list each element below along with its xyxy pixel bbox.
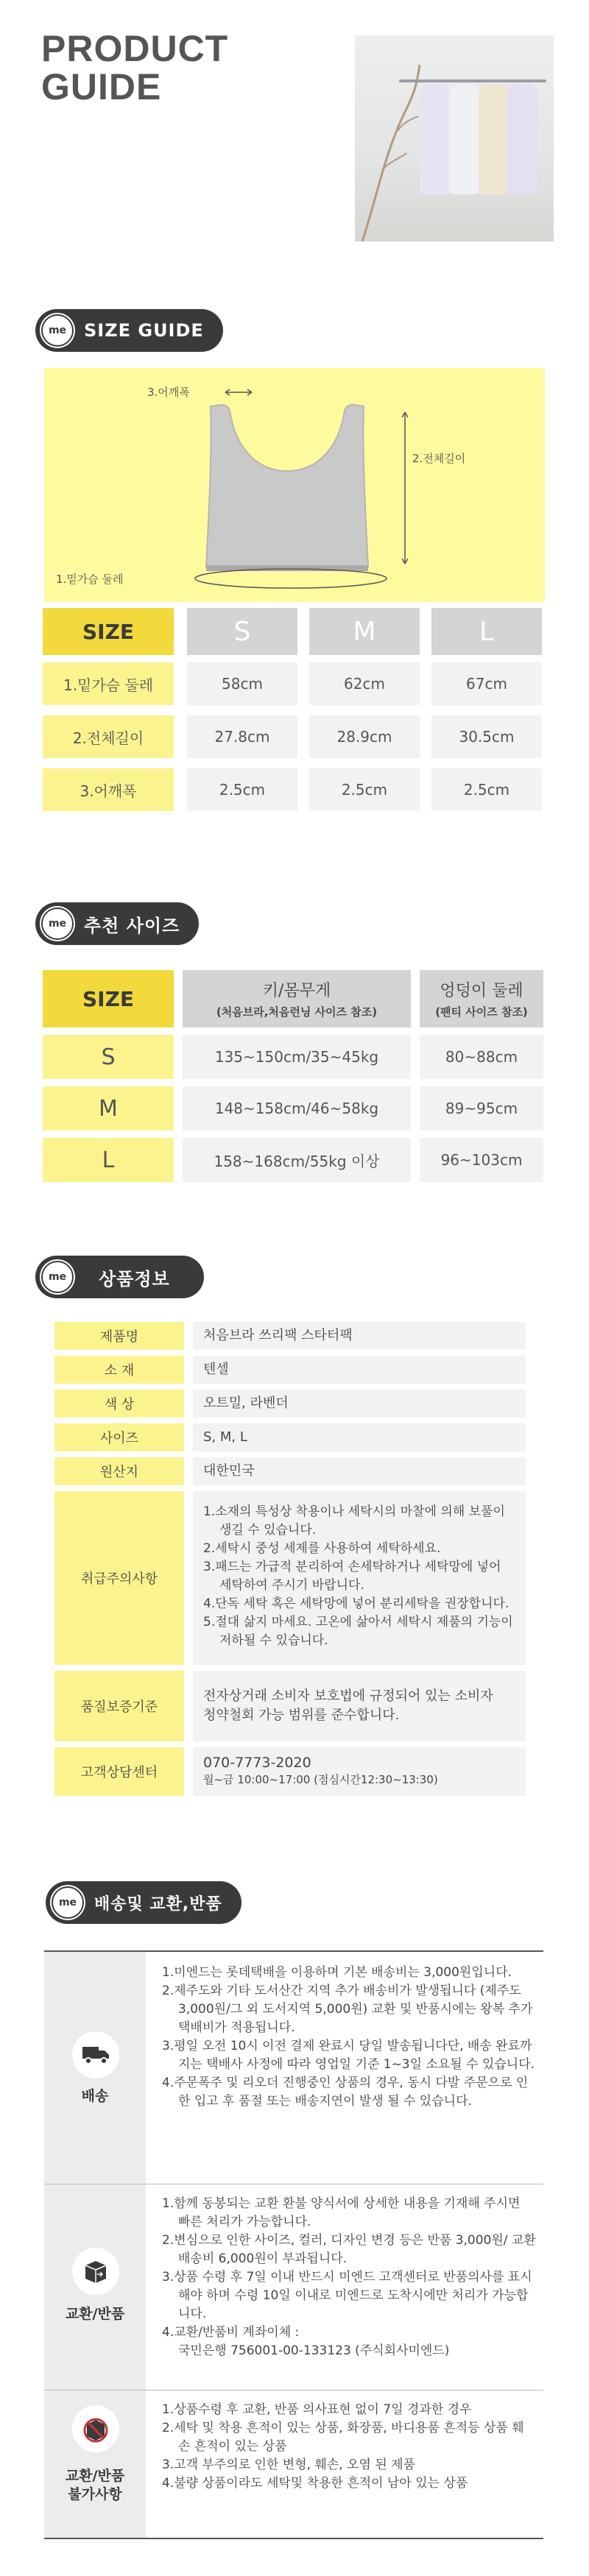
pi-size-value: S, M, L: [193, 1423, 526, 1451]
pi-material-value: 텐셀: [193, 1356, 526, 1384]
garment-white: [449, 84, 480, 194]
label-underbust: 1.밑가슴 둘레: [56, 573, 124, 586]
unavailable-item: 4.불량 상품이라도 세탁및 착용한 흔적이 남아 있는 상품: [162, 2476, 468, 2491]
me-badge-icon: me: [52, 1886, 84, 1919]
care-item: 1.소재의 특성상 착용이나 세탁시의 마찰에 의해 보풀이 생길 수 있습니다.: [203, 1504, 505, 1538]
recommend-col-hip: [420, 970, 543, 1027]
exchange-item: 1.함께 동봉되는 교환 환불 양식서에 상세한 내용을 기재해 주시면 빠른 처리가 가능합니다.: [162, 2196, 521, 2229]
unavailable-caption-1: 교환/반품: [65, 2468, 125, 2484]
garment-lavender: [420, 84, 451, 194]
page-title: PRODUCT GUIDE: [41, 28, 229, 107]
garment-oatmeal: [479, 84, 509, 194]
recommend-col-sub: (팬티 사이즈 참조): [435, 1005, 528, 1019]
me-badge-icon: me: [41, 1261, 74, 1293]
recommend-size-label: M: [43, 1086, 174, 1130]
pi-name-label: 제품명: [54, 1322, 184, 1350]
underbust-ellipse-icon: [191, 565, 390, 592]
size-col-s: S: [187, 608, 297, 655]
delivery-list: [162, 1964, 536, 2111]
no-return-icon: [72, 2405, 119, 2452]
size-row-label: 1.밑가슴 둘레: [43, 662, 174, 705]
shoulder-arrow-icon: [224, 387, 253, 397]
size-cell: 28.9cm: [309, 715, 420, 758]
me-badge-icon: me: [41, 907, 74, 940]
recommend-cell: 135~150cm/35~45kg: [183, 1035, 411, 1079]
care-item: 3.패드는 가급적 분리하여 손세탁하거나 세탁망에 넣어 세탁하여 주시기 바랍니다.: [203, 1560, 501, 1593]
pi-size-label: 사이즈: [54, 1423, 184, 1451]
shipping-box: [44, 1950, 543, 2539]
pi-material-label: 소 재: [54, 1356, 184, 1384]
pi-care-list: [193, 1491, 526, 1665]
unavailable-item: 3.고객 부주의로 인한 변형, 훼손, 오염 된 제품: [162, 2458, 416, 2472]
bra-top-icon: [191, 397, 383, 581]
recommend-col-title: 엉덩이 둘레: [440, 982, 523, 1000]
care-item: 2.세탁시 중성 세제를 사용하여 세탁하세요.: [203, 1541, 441, 1556]
exchange-item: 3.상품 수령 후 7일 이내 반드시 미엔드 고객센터로 반품의사를 표시해야 하며 수령 10일 이내로 미엔드로 도착시에만 처리가 가능합니다.: [162, 2270, 532, 2321]
size-col-m: M: [309, 608, 420, 655]
product-info-header: [35, 1256, 204, 1298]
size-cell: 62cm: [309, 662, 420, 705]
pi-color-value: 오트밀, 라벤더: [193, 1390, 526, 1418]
exchange-caption: 교환/반품: [65, 2306, 125, 2322]
cs-hours: 월~금 10:00~17:00 (점심시간12:30~13:30): [203, 1773, 438, 1786]
care-item: 5.절대 삶지 마세요. 고온에 삶아서 세탁시 제품의 기능이 저하될 수 있습니다.: [203, 1615, 513, 1648]
pi-cs-label: 고객상담센터: [54, 1747, 184, 1796]
size-cell: 2.5cm: [187, 768, 297, 811]
delivery-item: 2.제주도와 기타 도서산간 지역 추가 배송비가 발생됩니다 (제주도 3,000원/그 외 도서지역 5,000원) 교환 및 반품시에는 왕복 추가 택배비가 적용됩니다.: [162, 1984, 533, 2035]
recommend-cell: 96~103cm: [420, 1138, 543, 1182]
hanging-clothes-image: [355, 35, 554, 241]
pi-warranty-value: 전자상거래 소비자 보호법에 규정되어 있는 소비자 청약철회 가능 범위를 준수합니다.: [193, 1671, 526, 1741]
label-shoulder: 3.어깨폭: [147, 386, 190, 399]
shipping-row-unavailable: [44, 2391, 543, 2538]
recommend-table-corner: SIZE: [43, 970, 174, 1027]
size-cell: 27.8cm: [187, 715, 297, 758]
recommend-size-label: L: [43, 1138, 174, 1182]
cs-phone: 070-7773-2020: [203, 1755, 311, 1771]
pi-origin-label: 원산지: [54, 1457, 184, 1485]
recommend-cell: 158~168cm/55kg 이상: [183, 1138, 411, 1182]
size-cell: 2.5cm: [309, 768, 420, 811]
me-badge-icon: me: [41, 314, 74, 347]
label-length: 2.전체길이: [412, 452, 466, 465]
recommend-col-title: 키/몸무게: [262, 982, 331, 1000]
pi-cs-value: [193, 1747, 526, 1796]
delivery-item: 1.미엔드는 롯데택배을 이용하며 기본 배송비는 3,000원입니다.: [162, 1965, 512, 1980]
size-cell: 67cm: [431, 662, 542, 705]
unavailable-list: [162, 2401, 536, 2493]
branch-icon: [355, 35, 421, 241]
truck-icon: [72, 2031, 119, 2078]
pi-care-label: 취급주의사항: [54, 1491, 184, 1665]
unavailable-item: 1.상품수령 후 교환, 반품 의사표현 없이 7일 경과한 경우: [162, 2402, 472, 2417]
recommend-size-label: S: [43, 1035, 174, 1079]
clothes-rail: [399, 79, 546, 82]
exchange-account: 국민은행 756001-00-133123 (주식회사미엔드): [178, 2343, 450, 2358]
recommend-cell: 148~158cm/46~58kg: [183, 1086, 411, 1130]
shipping-title: 배송및 교환,반품: [94, 1894, 222, 1914]
recommend-col-height-weight: [183, 970, 411, 1027]
pi-name-value: 처음브라 쓰리팩 스타터팩: [193, 1322, 526, 1350]
size-guide-header: [35, 309, 223, 352]
care-item: 4.단독 세탁 혹은 세탁망에 넣어 분리세탁을 권장합니다.: [203, 1596, 509, 1611]
exchange-item: 2.변심으로 인한 사이즈, 컬러, 디자인 변경 등은 반품 3,000원/ 교환 배송비 6,000원이 부과됩니다.: [162, 2233, 536, 2266]
exchange-list: [162, 2195, 536, 2360]
pi-origin-value: 대한민국: [193, 1457, 526, 1485]
recommend-cell: 89~95cm: [420, 1086, 543, 1130]
shipping-row-delivery: [44, 1952, 543, 2184]
unavailable-item: 2.세탁 및 착용 흔적이 있는 상품, 화장품, 바디용품 흔적등 상품 훼손 흔적이 있는 상품: [162, 2421, 524, 2454]
delivery-item: 3.평일 오전 10시 이전 결제 완료시 당일 발송됩니다단, 배송 완료까지는 택배사 사정에 따라 영업일 기준 1~3일 소요될 수 있습니다.: [162, 2039, 535, 2072]
box-return-icon: [72, 2248, 119, 2295]
size-row-label: 2.전체길이: [43, 715, 174, 758]
shipping-header: [46, 1881, 241, 1924]
exchange-item: 4.교환/반품비 계좌이체 :: [162, 2325, 300, 2340]
size-col-l: L: [431, 608, 542, 655]
size-table-corner: SIZE: [43, 608, 174, 655]
product-info-title: 상품정보: [99, 1268, 170, 1289]
recommend-cell: 80~88cm: [420, 1035, 543, 1079]
length-arrow-icon: [398, 411, 412, 565]
unavailable-caption-2: 불가사항: [68, 2486, 122, 2502]
recommend-size-title: 추천 사이즈: [84, 915, 180, 936]
garment-lavender-2: [507, 84, 537, 194]
pi-color-label: 색 상: [54, 1390, 184, 1418]
delivery-item: 4.주문폭주 및 리오더 진행중인 상품의 경우, 동시 다발 주문으로 인한 입고 후 품절 또는 배송지연이 발생 될 수 있습니다.: [162, 2076, 529, 2109]
recommend-col-sub: (처음브라,처음런닝 사이즈 참조): [216, 1005, 378, 1019]
size-guide-title: SIZE GUIDE: [84, 320, 204, 341]
size-cell: 2.5cm: [431, 768, 542, 811]
delivery-caption: 배송: [81, 2088, 109, 2104]
size-cell: 30.5cm: [431, 715, 542, 758]
shipping-row-exchange: [44, 2184, 543, 2391]
recommend-size-header: [35, 902, 199, 945]
size-row-label: 3.어깨폭: [43, 768, 174, 811]
size-guide-illustration: [44, 368, 545, 602]
size-cell: 58cm: [187, 662, 297, 705]
pi-warranty-label: 품질보증기준: [54, 1671, 184, 1741]
